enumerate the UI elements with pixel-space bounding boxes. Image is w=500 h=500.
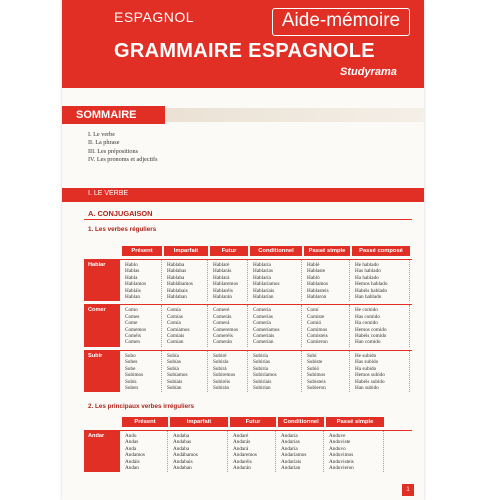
conjugated-form: Comían xyxy=(167,339,184,346)
column-header: Présent xyxy=(122,246,162,256)
column-header: Imparfait xyxy=(164,246,208,256)
conjugated-form: Andarás xyxy=(233,439,251,446)
conjugated-form: Hablaría xyxy=(253,262,271,268)
conjugated-form: Andamos xyxy=(125,452,145,459)
verb-label: Hablar xyxy=(84,260,120,301)
conjugated-form: Andaré xyxy=(233,433,249,439)
conjugated-form: Has hablado xyxy=(355,268,381,275)
conjugation-column xyxy=(122,351,162,392)
conjugated-form: Han hablado xyxy=(355,294,382,301)
conjugated-form: Anda xyxy=(125,445,137,452)
conjugated-form: Andáis xyxy=(125,458,140,465)
conjugated-form: Andan xyxy=(125,465,139,472)
conjugated-form: Has comido xyxy=(355,313,380,320)
conjugated-form: Comerás xyxy=(213,313,232,320)
verb-label: Andar xyxy=(84,431,120,472)
conjugated-form: Ha hablado xyxy=(355,274,379,281)
verb-group xyxy=(84,350,412,392)
verb-group xyxy=(84,430,412,472)
conjugated-form: Andaba xyxy=(173,433,190,439)
conjugated-form: He hablado xyxy=(355,262,379,268)
table-header-row xyxy=(84,417,412,427)
conjugated-form: Comí xyxy=(307,307,319,314)
conjugation-column xyxy=(352,351,410,392)
conjugated-form: Comerías xyxy=(253,313,273,320)
conjugation-column xyxy=(164,305,208,346)
aide-memoire-label: Aide-mémoire xyxy=(281,10,401,31)
conjugated-form: Comeríais xyxy=(253,333,275,340)
table-header-stub xyxy=(84,246,120,256)
conjugated-form: Anduvimos xyxy=(329,452,354,459)
conjugation-column xyxy=(352,260,410,301)
conjugated-form: Hablabais xyxy=(167,287,188,294)
conjugated-form: Hablará xyxy=(213,274,230,281)
column-header: Passé simple xyxy=(304,246,350,256)
conjugated-form: Andarán xyxy=(233,465,251,472)
conjugated-form: Comerá xyxy=(213,320,230,327)
conjugated-form: Como xyxy=(125,307,138,314)
conjugated-form: Subirás xyxy=(213,359,229,366)
conjugation-column xyxy=(170,431,228,472)
conjugation-column xyxy=(122,431,168,472)
sommaire-heading: SOMMAIRE xyxy=(62,106,165,124)
conjugation-column xyxy=(164,260,208,301)
conjugated-form: Subían xyxy=(167,384,182,391)
conjugated-form: Andaríais xyxy=(281,458,302,465)
table-header-row xyxy=(84,246,412,256)
conjugated-form: Andaría xyxy=(281,445,298,452)
conjugated-form: Andaban xyxy=(173,465,192,472)
conjugated-form: Comiste xyxy=(307,313,325,320)
conjugation-column xyxy=(230,431,276,472)
conjugated-form: Subíais xyxy=(167,378,183,385)
conjugation-column xyxy=(304,351,350,392)
conjugation-column xyxy=(250,260,302,301)
conjugated-form: Subes xyxy=(125,359,138,366)
conjugated-form: Hablaré xyxy=(213,262,230,268)
conjugated-form: Hemos hablado xyxy=(355,281,388,288)
conjugated-form: Hablaron xyxy=(307,294,327,301)
conjugated-form: Hablaría xyxy=(253,274,271,281)
conjugated-form: Hemos comido xyxy=(355,326,387,333)
conjugated-form: Comía xyxy=(167,320,181,327)
document-title: GRAMMAIRE ESPAGNOLE xyxy=(114,40,375,62)
conjugated-form: Subirá xyxy=(213,365,227,372)
header-band xyxy=(62,0,424,88)
conjugated-form: Habéis subido xyxy=(355,378,385,385)
section-heading: I. LE VERBE xyxy=(88,190,129,197)
sommaire-item: III. Les prépositions xyxy=(88,147,139,155)
conjugated-form: Has subido xyxy=(355,359,379,366)
conjugated-form: Subimos xyxy=(307,372,326,379)
conjugated-form: Subirán xyxy=(213,384,230,391)
conjugated-form: Anduvo xyxy=(329,445,346,452)
conjugated-form: Subiré xyxy=(213,352,227,359)
conjugated-form: Subió xyxy=(307,365,320,372)
conjugated-form: Hemos subido xyxy=(355,372,385,379)
conjugated-form: Subiría xyxy=(253,352,268,359)
conjugated-form: Comemos xyxy=(125,326,147,333)
conjugated-form: Hablarán xyxy=(213,294,233,301)
conjugated-form: Andará xyxy=(233,445,249,452)
sommaire-item: IV. Les pronoms et adjectifs xyxy=(88,156,158,164)
conjugated-form: Ha comido xyxy=(355,320,378,327)
document-page xyxy=(62,0,424,500)
conjugated-form: Hablarás xyxy=(213,268,232,275)
conjugated-form: Subíamos xyxy=(167,372,188,379)
conjugated-form: Ha subido xyxy=(355,365,377,372)
conjugated-form: He subido xyxy=(355,352,377,359)
conjugated-form: Subirías xyxy=(253,359,271,366)
conjugated-form: Come xyxy=(125,320,138,327)
conjugated-form: Hablasteis xyxy=(307,287,329,294)
publisher-logo: Studyrama xyxy=(340,66,397,78)
conjugated-form: Anduve xyxy=(329,433,346,439)
conjugated-form: Anduviste xyxy=(329,439,351,446)
conjugated-form: Andarían xyxy=(281,465,301,472)
conjugated-form: Subiríais xyxy=(253,378,272,385)
conjugation-column xyxy=(304,305,350,346)
subsection-title: 2. Les principaux verbes irréguliers xyxy=(88,403,195,410)
conjugated-form: Subieron xyxy=(307,384,326,391)
conjugated-form: Andaremos xyxy=(233,452,257,459)
conjugated-form: Hablamos xyxy=(307,281,329,288)
conjugated-form: Han subido xyxy=(355,384,379,391)
conjugated-form: Comeríamos xyxy=(253,326,280,333)
conjugated-form: Hablaríamos xyxy=(253,281,280,288)
conjugated-form: Hablarías xyxy=(253,268,273,275)
conjugated-form: Subiremos xyxy=(213,372,236,379)
verb-label: Subir xyxy=(84,351,120,392)
conjugated-form: Subía xyxy=(167,365,179,372)
conjugated-form: Comisteis xyxy=(307,333,328,340)
conjugated-form: Comimos xyxy=(307,326,328,333)
conjugated-form: Hablaba xyxy=(167,262,185,268)
conjugated-form: Comeré xyxy=(213,307,230,314)
section-bar xyxy=(62,188,424,202)
verb-group xyxy=(84,259,412,301)
column-header: Futur xyxy=(210,246,248,256)
column-header: Imparfait xyxy=(170,417,228,427)
regular-verbs-table xyxy=(84,246,412,392)
conjugated-form: Anduvisteis xyxy=(329,458,354,465)
conjugated-form: Andaría xyxy=(281,433,298,439)
conjugated-form: Comió xyxy=(307,320,322,327)
conjugated-form: Andas xyxy=(125,439,139,446)
conjugated-form: Subiréis xyxy=(213,378,231,385)
conjugated-form: Hablaremos xyxy=(213,281,239,288)
conjugation-column xyxy=(250,305,302,346)
conjugated-form: Subo xyxy=(125,352,136,359)
conjugation-column xyxy=(122,260,162,301)
conjugation-column xyxy=(304,260,350,301)
conjugated-form: Hablaste xyxy=(307,268,326,275)
aide-memoire-box xyxy=(272,8,410,36)
conjugated-form: Coméis xyxy=(125,333,141,340)
divider xyxy=(84,219,412,220)
conjugated-form: Subisteis xyxy=(307,378,326,385)
conjugated-form: Hablaríais xyxy=(253,287,275,294)
subsection-title: 1. Les verbes réguliers xyxy=(88,226,157,233)
conjugated-form: Habla xyxy=(125,274,138,281)
conjugated-form: Subiría xyxy=(253,365,268,372)
conjugated-form: Hablábamos xyxy=(167,281,193,288)
conjugated-form: Andaréis xyxy=(233,458,252,465)
conjugated-form: Andábamos xyxy=(173,452,198,459)
conjugated-form: Subí xyxy=(307,352,317,359)
conjugation-column xyxy=(352,305,410,346)
conjugated-form: Hablaban xyxy=(167,294,187,301)
page-number: 1 xyxy=(402,484,414,496)
sommaire-item: II. La phrase xyxy=(88,139,120,147)
conjugated-form: Anduvieron xyxy=(329,465,354,472)
column-header: Présent xyxy=(122,417,168,427)
conjugated-form: Subimos xyxy=(125,372,144,379)
conjugated-form: Hablamos xyxy=(125,281,147,288)
conjugated-form: Subías xyxy=(167,359,181,366)
conjugated-form: Comerían xyxy=(253,339,274,346)
sommaire-list xyxy=(88,131,157,165)
conjugated-form: Andarías xyxy=(281,439,300,446)
conjugated-form: Comeréis xyxy=(213,333,233,340)
conjugated-form: Comería xyxy=(253,307,271,314)
table-header-stub xyxy=(84,417,120,427)
conjugated-form: Comes xyxy=(125,313,140,320)
conjugation-column xyxy=(326,431,384,472)
conjugation-column xyxy=(250,351,302,392)
conjugated-form: Subirían xyxy=(253,384,271,391)
conjugated-form: Andabas xyxy=(173,439,192,446)
conjugated-form: Hablé xyxy=(307,262,320,268)
subsection-heading: A. CONJUGAISON xyxy=(88,209,153,218)
conjugated-form: Comíamos xyxy=(167,326,190,333)
conjugated-form: Hablabas xyxy=(167,268,187,275)
conjugated-form: Han comido xyxy=(355,339,381,346)
conjugated-form: Suben xyxy=(125,384,138,391)
conjugated-form: Hablaba xyxy=(167,274,185,281)
conjugated-form: Subiste xyxy=(307,359,323,366)
conjugated-form: Habláis xyxy=(125,287,141,294)
column-header: Futur xyxy=(230,417,276,427)
conjugated-form: Hablo xyxy=(125,262,138,268)
column-header: Conditionnel xyxy=(278,417,324,427)
sommaire-item: I. Le verbe xyxy=(88,131,115,138)
conjugated-form: Habéis comido xyxy=(355,333,387,340)
conjugated-form: Andabais xyxy=(173,458,193,465)
conjugated-form: Subía xyxy=(167,352,179,359)
conjugation-column xyxy=(210,305,248,346)
conjugated-form: Comen xyxy=(125,339,140,346)
conjugated-form: Comeremos xyxy=(213,326,239,333)
conjugated-form: Ando xyxy=(125,433,137,439)
conjugated-form: Subiríamos xyxy=(253,372,277,379)
conjugated-form: Sube xyxy=(125,365,136,372)
conjugated-form: Hablan xyxy=(125,294,140,301)
conjugated-form: Hablaréis xyxy=(213,287,233,294)
conjugated-form: Andaba xyxy=(173,445,190,452)
verb-group xyxy=(84,304,412,346)
conjugated-form: Hablas xyxy=(125,268,140,275)
conjugation-column xyxy=(164,351,208,392)
conjugation-column xyxy=(210,260,248,301)
conjugated-form: Habéis hablado xyxy=(355,287,388,294)
column-header: Conditionnel xyxy=(250,246,302,256)
irregular-verbs-table xyxy=(84,417,412,472)
conjugated-form: Comieron xyxy=(307,339,328,346)
conjugated-form: Subís xyxy=(125,378,137,385)
conjugation-column xyxy=(210,351,248,392)
conjugated-form: Comíais xyxy=(167,333,185,340)
series-label: ESPAGNOL xyxy=(114,9,194,25)
conjugated-form: Habló xyxy=(307,274,320,281)
conjugated-form: He comido xyxy=(355,307,378,314)
conjugation-column xyxy=(278,431,324,472)
conjugation-column xyxy=(122,305,162,346)
conjugated-form: Hablarían xyxy=(253,294,274,301)
conjugated-form: Comerán xyxy=(213,339,233,346)
column-header: Passé composé xyxy=(352,246,410,256)
verb-label: Comer xyxy=(84,305,120,346)
conjugated-form: Comería xyxy=(253,320,271,327)
conjugated-form: Comías xyxy=(167,313,183,320)
column-header: Passé simple xyxy=(326,417,384,427)
conjugated-form: Comía xyxy=(167,307,181,314)
conjugated-form: Andaríamos xyxy=(281,452,307,459)
